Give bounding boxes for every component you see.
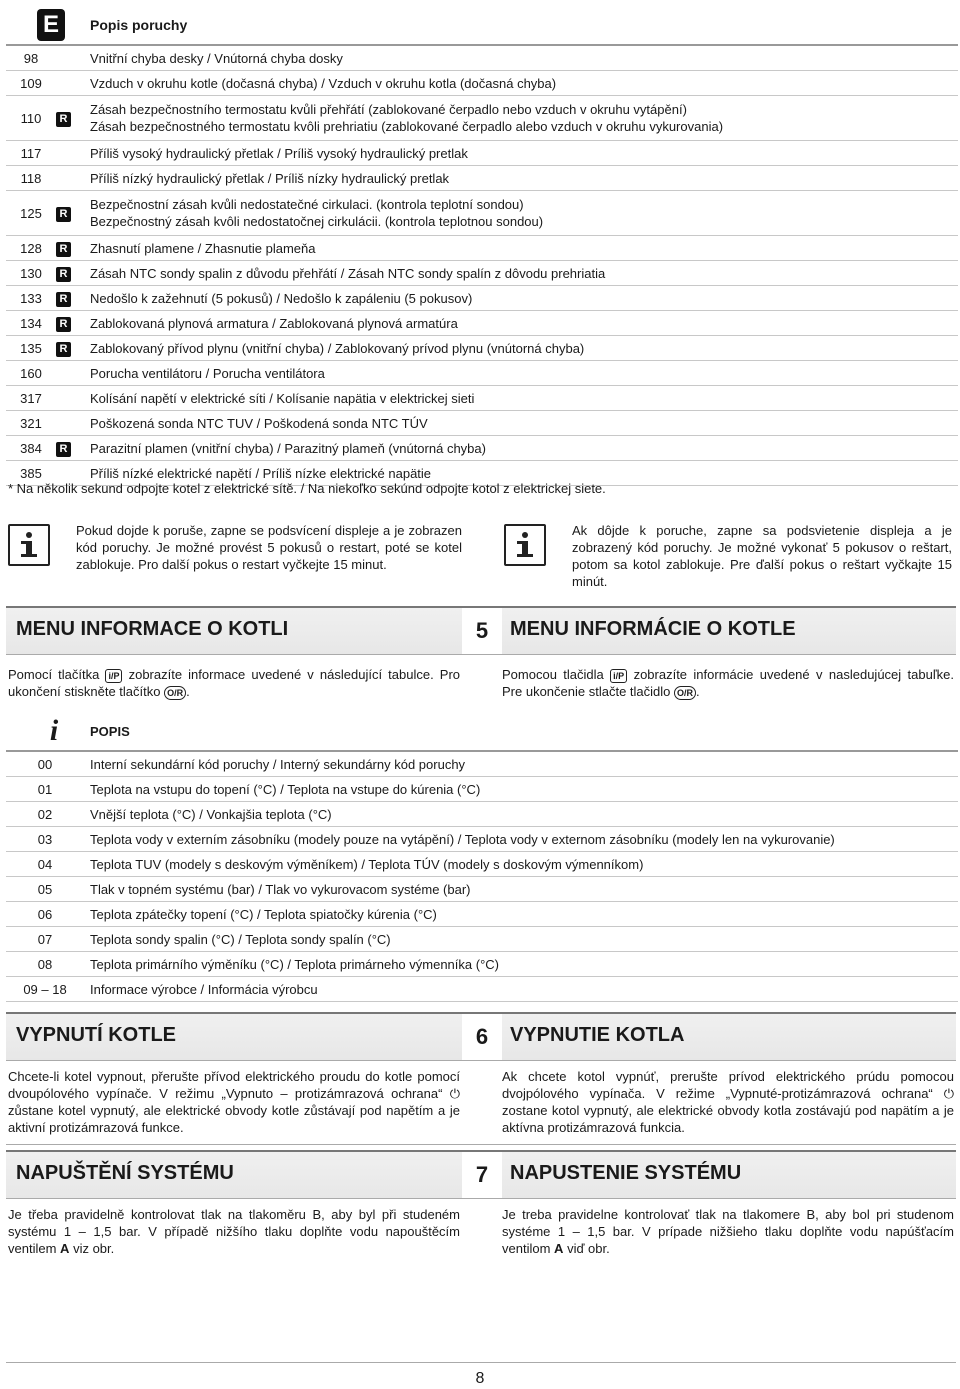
info-code: 03 (6, 827, 84, 852)
section-7-title-sk: NAPUSTENIE SYSTÉMU (510, 1162, 742, 1184)
error-code: 160 (6, 361, 56, 386)
error-row (6, 191, 958, 236)
footer-divider (6, 1362, 956, 1363)
error-code: 317 (6, 386, 56, 411)
reset-cell (56, 236, 84, 261)
valve-a-label: A (60, 1241, 70, 1256)
error-description-line: Nedošlo k zažehnutí (5 pokusů) / Nedošlo k zapáleniu (5 pokusov) (90, 290, 473, 306)
error-description-line: Zásah bezpečnostného termostatu kvôli prehriatiu (zablokované čerpadlo alebo vzduch v okruhu vykurovania) (90, 119, 724, 134)
reset-required-icon: R (56, 207, 71, 222)
reset-cell (56, 411, 84, 436)
error-footnote: * Na několik sekund odpojte kotel z elektrické sítě. / Na niekoľko sekúnd odpojte kotol z elektrickej siete. (8, 481, 606, 496)
error-code: 385 (6, 461, 56, 486)
error-description-line: Poškozená sonda NTC TUV / Poškodená sonda NTC TÚV (90, 415, 428, 431)
section-7-text-sk-a: Je treba pravidelne kontrolovať tlak na tlakomere B, aby bol pri studenom systéme 1 – 1,5 bar. V prípade nižšieho tlaku doplňte vodu napúšťacím ventilom (502, 1207, 954, 1256)
info-row (6, 902, 958, 927)
divider (6, 1144, 956, 1145)
info-note-left-text: Pokud dojde k poruše, zapne se podsvícení displeje a je zobrazen kód poruchy. Je možné provést 5 pokusů o restart, poté se kotel zablokuje. Pro další pokus o restart vyčkejte 15 minut. (76, 523, 462, 572)
error-description-line: Porucha ventilátoru / Porucha ventilátora (90, 365, 325, 381)
error-row (6, 311, 958, 336)
error-row (6, 361, 958, 386)
error-description (84, 361, 958, 386)
error-code: 117 (6, 141, 56, 166)
section-6-number: 6 (462, 1014, 502, 1060)
error-description (84, 311, 958, 336)
error-description (84, 191, 958, 236)
error-code: 128 (6, 236, 56, 261)
error-code: 118 (6, 166, 56, 191)
ok-reset-button-icon: O/R (164, 686, 186, 700)
valve-a-label: A (554, 1241, 564, 1256)
error-row (6, 166, 958, 191)
reset-cell (56, 286, 84, 311)
error-code: 384 (6, 436, 56, 461)
error-description-line: Kolísání napětí v elektrické síti / Kolísanie napätia v elektrickej sieti (90, 390, 475, 406)
info-note-right (504, 522, 952, 594)
error-row (6, 286, 958, 311)
info-code: 06 (6, 902, 84, 927)
error-description-line: Příliš nízké elektrické napětí / Príliš nízke elektrické napätie (90, 465, 432, 481)
error-code: 110 (6, 96, 56, 141)
info-code: 07 (6, 927, 84, 952)
info-code-table (6, 712, 958, 1002)
reset-cell (56, 436, 84, 461)
error-description-line: Zablokovaná plynová armatura / Zablokovaná plynová armatúra (90, 315, 458, 331)
info-description: Interní sekundární kód poruchy / Interný sekundárny kód poruchy (84, 751, 958, 777)
error-description-line: Vzduch v okruhu kotle (dočasná chyba) / Vzduch v okruhu kotla (dočasná chyba) (90, 75, 557, 91)
section-7-text-cz-b: viz obr. (73, 1241, 115, 1256)
error-row (6, 71, 958, 96)
info-description: Teplota primárního výměníku (°C) / Teplota primárneho výmenníka (°C) (84, 952, 958, 977)
error-description-line: Bezpečnostný zásah kvôli nedostatočnej cirkulácii. (kontrola teplotnou sondou) (90, 214, 544, 229)
info-button-icon: i/P (105, 669, 122, 683)
error-code-table (6, 6, 958, 486)
section-5-text-sk: Pomocou tlačidla i/P zobrazíte informácie uvedené v nasledujúcej tabuľke. Pre ukončenie stlačte tlačidlo O/R . (502, 667, 954, 699)
info-description: Teplota TUV (modely s deskovým výměníkem) / Teplota TÚV (modely s doskovým výmenníkom) (84, 852, 958, 877)
error-description-line: Zhasnutí plamene / Zhasnutie plameňa (90, 240, 316, 256)
info-button-icon: i/P (610, 669, 627, 683)
error-code: 98 (6, 45, 56, 71)
info-row (6, 852, 958, 877)
error-description (84, 45, 958, 71)
reset-required-icon: R (56, 317, 71, 332)
error-description-line: Příliš vysoký hydraulický přetlak / Príliš vysoký hydraulický pretlak (90, 145, 468, 161)
error-description-line: Vnitřní chyba desky / Vnútorná chyba dosky (90, 50, 343, 66)
error-code: 134 (6, 311, 56, 336)
info-row (6, 827, 958, 852)
section-7-text-cz (8, 1206, 460, 1257)
info-code: 04 (6, 852, 84, 877)
error-row (6, 261, 958, 286)
reset-required-icon: R (56, 112, 71, 127)
error-row (6, 45, 958, 71)
reset-cell (56, 96, 84, 141)
error-description (84, 436, 958, 461)
error-description-line: Příliš nízký hydraulický přetlak / Príliš nízky hydraulický pretlak (90, 170, 450, 186)
section-5-text-cz: Pomocí tlačítka i/P zobrazíte informace uvedené v následující tabulce. Pro ukončení stiskněte tlačítko O/R . (8, 667, 461, 699)
info-description: Vnější teplota (°C) / Vonkajšia teplota (°C) (84, 802, 958, 827)
info-row (6, 877, 958, 902)
error-code: 135 (6, 336, 56, 361)
info-code: 05 (6, 877, 84, 902)
error-description (84, 286, 958, 311)
error-description (84, 336, 958, 361)
info-icon (8, 524, 50, 566)
reset-required-icon: R (56, 442, 71, 457)
section-6-header (6, 1012, 956, 1061)
section-7-text-sk (502, 1206, 954, 1257)
reset-cell (56, 45, 84, 71)
error-description-line: Zablokovaný přívod plynu (vnitřní chyba) / Zablokovaný prívod plynu (vnútorná chyba) (90, 340, 585, 356)
error-header-cell (6, 6, 84, 45)
info-row (6, 751, 958, 777)
info-icon (504, 524, 546, 566)
error-code: 321 (6, 411, 56, 436)
reset-required-icon: R (56, 242, 71, 257)
reset-cell (56, 71, 84, 96)
section-7-text-sk-b: viď obr. (567, 1241, 610, 1256)
ok-reset-button-icon: O/R (674, 686, 696, 700)
error-row (6, 436, 958, 461)
info-code: 09 – 18 (6, 977, 84, 1002)
info-note-left (8, 522, 462, 594)
error-row (6, 386, 958, 411)
error-description (84, 141, 958, 166)
error-row (6, 336, 958, 361)
info-description: Teplota sondy spalin (°C) / Teplota sondy spalín (°C) (84, 927, 958, 952)
info-code: 02 (6, 802, 84, 827)
error-code: 125 (6, 191, 56, 236)
section-6-title-sk: VYPNUTIE KOTLA (510, 1024, 685, 1046)
info-description: Teplota na vstupu do topení (°C) / Teplota na vstupe do kúrenia (°C) (84, 777, 958, 802)
section-6-text-sk: Ak chcete kotol vypnúť, prerušte prívod elektrického prúdu pomocou dvojpólového vypínača. V režime „Vypnuté-protizámrazová ochrana“ ⏻ zostane kotol vypnutý, ale elektrické obvody kotla zostávajú pod napätím a je aktívna protizámrazová funkcia. (502, 1069, 954, 1135)
section-6-text-cz: Chcete-li kotel vypnout, přerušte přívod elektrického proudu do kotle pomocí dvoupólového vypínače. V režimu „Vypnuto – protizámrazová ochrana“ ⏻ zůstane kotel vypnutý, ale elektrické obvody kotle zůstávají pod napětím a je aktivní protizámrazová funkce. (8, 1069, 460, 1135)
info-row (6, 952, 958, 977)
section-5-text-cz-a: Pomocí tlačítka (8, 667, 100, 682)
info-description: Informace výrobce / Informácia výrobcu (84, 977, 958, 1002)
info-code: 00 (6, 751, 84, 777)
section-7-text-cz-a: Je třeba pravidelně kontrolovat tlak na tlakoměru B, aby byl při studeném systému 1 – 1,5 bar. V případě nižšího tlaku doplňte vodu napouštěcím ventilem (8, 1207, 460, 1256)
info-table-header-icon-cell (6, 712, 84, 751)
section-5-number: 5 (462, 608, 502, 654)
info-row (6, 777, 958, 802)
error-description-line: Parazitní plamen (vnitřní chyba) / Parazitný plameň (vnútorná chyba) (90, 440, 486, 456)
reset-cell (56, 261, 84, 286)
reset-cell (56, 361, 84, 386)
reset-cell (56, 141, 84, 166)
info-row (6, 977, 958, 1002)
reset-required-icon: R (56, 267, 71, 282)
reset-cell (56, 191, 84, 236)
error-description (84, 71, 958, 96)
info-i-icon: i (49, 714, 59, 747)
section-5-text-cz-b: zobrazíte informace uvedené v následující tabulce. Pro ukončení stiskněte tlačítko (8, 667, 461, 699)
error-description (84, 386, 958, 411)
reset-required-icon: R (56, 342, 71, 357)
info-code: 08 (6, 952, 84, 977)
info-row (6, 927, 958, 952)
reset-required-icon: R (56, 292, 71, 307)
reset-cell (56, 166, 84, 191)
section-5-text-sk-b: zobrazíte informácie uvedené v nasledujúcej tabuľke. Pre ukončenie stlačte tlačidlo (502, 667, 954, 699)
info-description: Teplota zpátečky topení (°C) / Teplota spiatočky kúrenia (°C) (84, 902, 958, 927)
section-5-text-sk-a: Pomocou tlačidla (502, 667, 604, 682)
info-description: Tlak v topném systému (bar) / Tlak vo vykurovacom systéme (bar) (84, 877, 958, 902)
error-description (84, 236, 958, 261)
error-header-title: Popis poruchy (84, 6, 958, 45)
error-code: 133 (6, 286, 56, 311)
error-row (6, 411, 958, 436)
error-description (84, 261, 958, 286)
error-badge-icon: E (37, 9, 65, 41)
error-row (6, 236, 958, 261)
section-5-header (6, 606, 956, 655)
error-description (84, 96, 958, 141)
error-row (6, 141, 958, 166)
error-description-line: Zásah NTC sondy spalin z důvodu přehřátí / Zásah NTC sondy spalín z dôvodu prehriatia (90, 265, 606, 281)
info-table-header: POPIS (84, 712, 958, 751)
info-note-right-text: Ak dôjde k poruche, zapne sa podsvietenie displeja a je zobrazený kód poruchy. Je možné vykonať 5 pokusov o reštart, potom sa kotol zablokuje. Pre ďalší pokus o reštart vyčkajte 15 minút. (572, 523, 952, 589)
reset-cell (56, 336, 84, 361)
error-description-line: Zásah bezpečnostního termostatu kvůli přehřátí (zablokované čerpadlo nebo vzduch v okruhu vytápění) (90, 102, 687, 117)
section-7-header (6, 1150, 956, 1199)
info-code: 01 (6, 777, 84, 802)
section-5-title-cz: MENU INFORMACE O KOTLI (16, 618, 289, 640)
info-description: Teplota vody v externím zásobníku (modely pouze na vytápění) / Teplota vody v externom zásobníku (modely len na vykurovanie) (84, 827, 958, 852)
error-row (6, 96, 958, 141)
error-description (84, 411, 958, 436)
error-code: 109 (6, 71, 56, 96)
error-description-line: Bezpečnostní zásah kvůli nedostatečné cirkulaci. (kontrola teplotní sondou) (90, 197, 524, 212)
section-7-number: 7 (462, 1152, 502, 1198)
page-number: 8 (475, 1370, 485, 1387)
section-5-title-sk: MENU INFORMÁCIE O KOTLE (510, 618, 796, 640)
section-7-title-cz: NAPUŠTĚNÍ SYSTÉMU (16, 1162, 234, 1184)
info-row (6, 802, 958, 827)
reset-cell (56, 311, 84, 336)
error-code: 130 (6, 261, 56, 286)
reset-cell (56, 386, 84, 411)
error-description (84, 166, 958, 191)
section-6-title-cz: VYPNUTÍ KOTLE (16, 1024, 177, 1046)
